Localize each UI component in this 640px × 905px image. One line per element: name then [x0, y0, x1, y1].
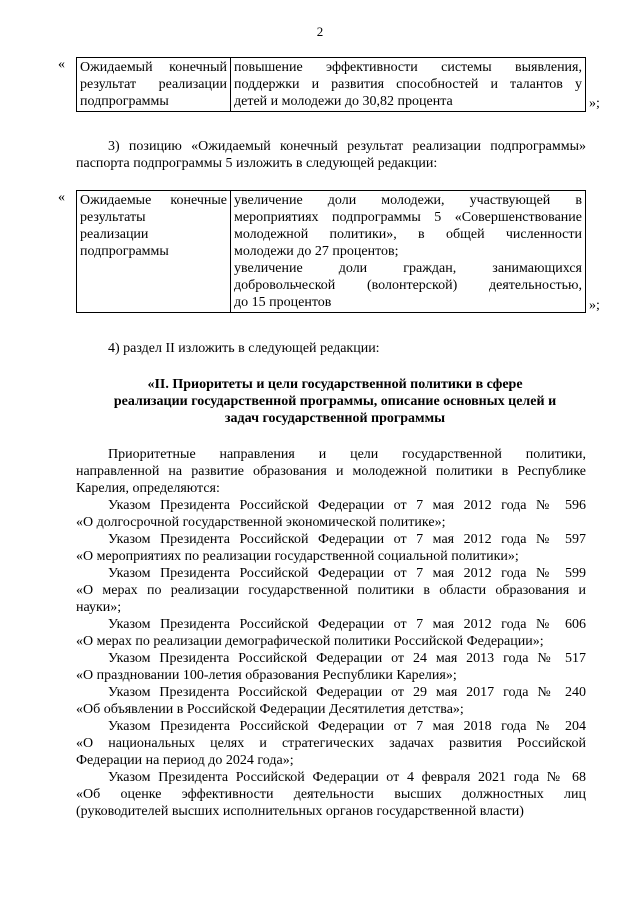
body-line: Карелия, определяются:	[76, 481, 220, 496]
expected-result-table-2	[76, 190, 586, 313]
label-line: подпрограммы	[80, 94, 169, 109]
decree-line: «Об объявлении в Российской Федерации Десятилетия детства»;	[76, 702, 464, 717]
value-line: поддержки и развития способностей и талантов у	[234, 77, 582, 92]
paragraph-3-line-1: 3) позицию «Ожидаемый конечный результат реализации подпрограммы»	[108, 139, 586, 154]
decree-line: «О долгосрочной государственной экономической политике»;	[76, 515, 446, 530]
opening-quote: «	[58, 190, 65, 205]
decree-line: науки»;	[76, 600, 122, 615]
value-line: до 15 процентов	[234, 295, 332, 310]
table-row	[77, 191, 586, 313]
decree-line: «О праздновании 100-летия образования Республики Карелия»;	[76, 668, 457, 683]
label-line: результат реализации	[80, 77, 227, 92]
value-line: детей и молодежи до 30,82 процента	[234, 94, 453, 109]
label-cell	[77, 58, 231, 112]
value-line: молодежи до 27 процентов;	[234, 244, 399, 259]
value-cell	[231, 58, 586, 112]
heading-line: задач государственной программы	[224, 411, 446, 426]
closing-quote: »;	[589, 298, 600, 313]
decree-line: Указом Президента Российской Федерации от 7 мая 2012 года № 596	[108, 498, 586, 513]
decree-line: «О мерах по реализации демографической политики Российской Федерации»;	[76, 634, 544, 649]
label-cell	[77, 191, 231, 313]
heading-line: реализации государственной программы, описание основных целей и	[113, 394, 557, 409]
label-line: подпрограммы	[80, 244, 169, 259]
value-line: повышение эффективности системы выявления,	[234, 60, 582, 75]
label-line: результаты	[80, 210, 146, 225]
decree-line: Указом Президента Российской Федерации от 29 мая 2017 года № 240	[108, 685, 586, 700]
section-heading	[100, 376, 570, 427]
value-line: добровольческой (волонтерской) деятельностью,	[234, 278, 582, 293]
label-line: Ожидаемый конечный	[80, 60, 227, 75]
value-cell	[231, 191, 586, 313]
opening-quote: «	[58, 57, 65, 72]
value-line: молодежной политики», в общей численности	[234, 227, 582, 242]
decree-line: Федерации на период до 2024 года»;	[76, 753, 294, 768]
page-number: 2	[316, 24, 324, 39]
paragraph-4: 4) раздел II изложить в следующей редакции:	[108, 341, 380, 356]
closing-quote: »;	[589, 96, 600, 111]
section-body	[76, 446, 586, 820]
body-line: Приоритетные направления и цели государственной политики,	[108, 447, 586, 462]
table-row	[77, 58, 586, 112]
decree-line: «О мероприятиях по реализации государственной социальной политики»;	[76, 549, 519, 564]
label-line: Ожидаемые конечные	[80, 193, 227, 208]
decree-line: (руководителей высших исполнительных органов государственной власти)	[76, 804, 524, 819]
value-line: увеличение доли граждан, занимающихся	[234, 261, 582, 276]
decree-line: Указом Президента Российской Федерации от 7 мая 2012 года № 599	[108, 566, 586, 581]
value-line: мероприятиях подпрограммы 5 «Совершенствование	[234, 210, 582, 225]
decree-line: Указом Президента Российской Федерации от 7 мая 2012 года № 597	[108, 532, 586, 547]
heading-line: «II. Приоритеты и цели государственной политики в сфере	[147, 377, 523, 392]
decree-line: Указом Президента Российской Федерации от 24 мая 2013 года № 517	[108, 651, 586, 666]
body-line: направленной на развитие образования и молодежной политики в Республике	[76, 464, 586, 479]
decree-line: «Об оценке эффективности деятельности высших должностных лиц	[76, 787, 586, 802]
label-line: реализации	[80, 227, 149, 242]
decree-line: Указом Президента Российской Федерации от 7 мая 2018 года № 204	[108, 719, 586, 734]
decree-line: «О национальных целях и стратегических задачах развития Российской	[76, 736, 586, 751]
paragraph-3-line-2: паспорта подпрограммы 5 изложить в следующей редакции:	[76, 156, 438, 171]
decree-line: Указом Президента Российской Федерации от 7 мая 2012 года № 606	[108, 617, 586, 632]
value-line: увеличение доли молодежи, участвующей в	[234, 193, 582, 208]
decree-line: «О мерах по реализации государственной политики в области образования и	[76, 583, 586, 598]
expected-result-table-1	[76, 57, 586, 112]
decree-line: Указом Президента Российской Федерации от 4 февраля 2021 года № 68	[108, 770, 586, 785]
